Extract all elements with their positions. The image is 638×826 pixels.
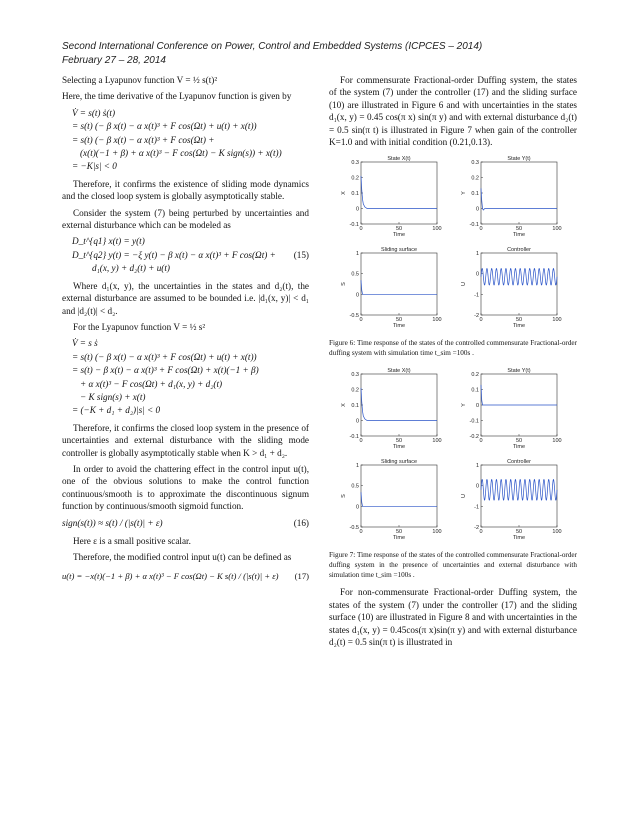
x-tick-label: 0 xyxy=(479,438,483,445)
equation-line: V̇ = s(t) ṡ(t) xyxy=(72,107,116,118)
y-tick-label: 0.1 xyxy=(351,403,359,410)
paragraph: For commensurate Fractional-order Duffing system, the states of the system (7) under the controller (17) and the sliding surface (10) are illustrated in Figure 6 and with uncertainties in the states d₁(x, y) = 0.45 cos(π x) sin(π y) and with external disturbance d₂(t) = 0.5 sin(π t) is illustrated in Figure 7 when gain of the controller K=1.0 and with initial condition (0.21,0.13). xyxy=(329,75,577,148)
y-tick-label: 0.2 xyxy=(471,175,479,182)
y-axis-label: S xyxy=(341,494,347,499)
equation-line: = s(t) − β x(t) − α x(t)³ + F cos(Ωt) + x(t)(−1 + β) xyxy=(72,365,259,376)
y-tick-label: 1 xyxy=(475,251,479,258)
x-tick-label: 50 xyxy=(395,317,403,324)
plot-frame xyxy=(361,465,437,527)
x-tick-label: 50 xyxy=(515,438,523,445)
paragraph: For non-commensurate Fractional-order Duffing system, the states of the system (7) under the controller (17) and the sliding surface (10) are illustrated in Figure 8 and with uncertainties in the states d₁(x, y) = 0.45cos(π x)sin(π y) and with external disturbance d₂(t) = 0.5 sin(π t) is illustrated in xyxy=(329,587,577,648)
paragraph: Therefore, the modified control input u(t) can be defined as xyxy=(73,552,292,563)
y-tick-label: -2 xyxy=(474,525,479,532)
y-tick-label: 0.2 xyxy=(351,175,359,182)
x-tick-label: 100 xyxy=(432,438,442,445)
equation-15-line: D_t^{q1} x(t) = y(t) xyxy=(72,236,145,247)
chart-title: Sliding surface xyxy=(380,247,418,254)
y-tick-label: 0 xyxy=(475,484,479,491)
y-tick-label: 0.2 xyxy=(471,372,479,379)
paragraph: Therefore, it confirms the closed loop system in the presence of uncertainties and external disturbance with the sliding mode controller is globally asymptotically stable when K > d₁ + d₂. xyxy=(62,422,309,458)
y-tick-label: 0 xyxy=(475,403,479,410)
x-tick-label: 0 xyxy=(359,317,363,324)
conference-header xyxy=(62,40,482,68)
y-tick-label: 0 xyxy=(475,206,479,213)
y-tick-label: -0.1 xyxy=(349,222,359,229)
x-axis-label: Time xyxy=(512,232,526,239)
x-tick-label: 0 xyxy=(359,438,363,445)
y-axis-label: U xyxy=(461,494,467,499)
equation-number: (16) xyxy=(293,517,309,528)
figure-7-plots xyxy=(329,364,577,546)
y-tick-label: 0 xyxy=(475,272,479,279)
y-tick-label: 0.3 xyxy=(471,160,479,167)
equation-17: u(t) = −x(t)(−1 + β) + α x(t)³ − F cos(Ωt) − K s(t) / (|s(t)| + ε) xyxy=(62,570,279,581)
y-tick-label: -0.1 xyxy=(349,434,359,441)
paragraph: Therefore, it confirms the existence of sliding mode dynamics and the closed loop system is globally asymptotically stable. xyxy=(62,178,309,202)
y-tick-label: 1 xyxy=(475,463,479,470)
chart-panel xyxy=(341,459,442,541)
y-tick-label: 0 xyxy=(355,418,359,425)
derivative-intro: Here, the time derivative of the Lyapunov function is given by xyxy=(62,91,292,102)
x-axis-label: Time xyxy=(392,232,406,239)
x-tick-label: 0 xyxy=(479,226,483,233)
lyapunov-selection: Selecting a Lyapunov function V = ½ s(t)² xyxy=(62,75,218,85)
x-tick-label: 50 xyxy=(515,529,523,536)
chart-title: State X(t) xyxy=(387,156,411,163)
y-tick-label: 0.1 xyxy=(471,191,479,198)
chart-panel xyxy=(461,368,562,450)
y-axis-label: U xyxy=(461,282,467,287)
y-tick-label: -0.1 xyxy=(469,418,479,425)
x-tick-label: 50 xyxy=(395,438,403,445)
x-tick-label: 50 xyxy=(395,529,403,536)
x-tick-label: 50 xyxy=(395,226,403,233)
equation-number: (15) xyxy=(293,249,309,260)
x-axis-label: Time xyxy=(392,535,406,542)
plot-frame xyxy=(361,374,437,436)
figure-7 xyxy=(329,364,577,546)
y-axis-label: X xyxy=(341,403,347,408)
equation-line: + α x(t)³ − F cos(Ωt) + d₁(x, y) + d₂(t) xyxy=(80,378,223,389)
x-axis-label: Time xyxy=(392,323,406,330)
y-tick-label: -0.5 xyxy=(349,313,359,320)
x-tick-label: 50 xyxy=(515,317,523,324)
y-tick-label: -0.1 xyxy=(469,222,479,229)
chart-panel xyxy=(461,156,562,238)
y-tick-label: -2 xyxy=(474,313,479,320)
paragraph: Consider the system (7) being perturbed by uncertainties and external disturbance which can be modeled as xyxy=(62,207,309,231)
y-axis-label: X xyxy=(341,191,347,196)
conference-date: February 27 – 28, 2014 xyxy=(62,55,166,66)
x-tick-label: 0 xyxy=(359,529,363,536)
chart-panel xyxy=(341,247,442,329)
chart-title: Sliding surface xyxy=(380,459,418,466)
figure-6 xyxy=(329,152,577,334)
figure-7-caption: Figure 7: Time response of the states of the controlled commensurate Fractional-order duffing system in the presence of uncertainties and external disturbance with simulation time t_sim =100s . xyxy=(329,551,577,580)
x-axis-label: Time xyxy=(392,444,406,451)
y-axis-label: Y xyxy=(461,403,467,408)
y-tick-label: 0.3 xyxy=(351,160,359,167)
lyapunov-function: For the Lyapunov function V = ½ s² xyxy=(73,321,206,332)
y-tick-label: 0.3 xyxy=(351,372,359,379)
figure-6-plots xyxy=(329,152,577,334)
x-tick-label: 100 xyxy=(432,529,442,536)
y-tick-label: 0.5 xyxy=(351,484,359,491)
conference-title: Second International Conference on Power, Control and Embedded Systems (ICPCES – 2014) xyxy=(62,41,483,52)
x-tick-label: 100 xyxy=(552,438,562,445)
y-tick-label: 0.2 xyxy=(351,387,359,394)
x-tick-label: 0 xyxy=(359,226,363,233)
chart-panel xyxy=(461,459,562,541)
x-tick-label: 50 xyxy=(515,226,523,233)
x-tick-label: 100 xyxy=(552,226,562,233)
y-tick-label: 0.1 xyxy=(351,191,359,198)
plot-frame xyxy=(361,162,437,224)
x-axis-label: Time xyxy=(512,323,526,330)
chart-panel xyxy=(341,368,442,450)
equation-line: V̇ = s ṡ xyxy=(72,338,98,349)
figure-6-caption: Figure 6: Time response of the states of the controlled commensurate Fractional-order duffing system with simulation time t_sim =100s . xyxy=(329,339,577,358)
equation-line: = −K|s| < 0 xyxy=(72,161,117,172)
y-tick-label: 0.5 xyxy=(351,272,359,279)
y-tick-label: 1 xyxy=(355,463,359,470)
chart-title: State Y(t) xyxy=(507,368,531,375)
y-tick-label: -0.5 xyxy=(349,525,359,532)
equation-15-line: D_t^{q2} y(t) = −ξ y(t) − β x(t) − α x(t)³ + F cos(Ωt) + xyxy=(72,249,276,260)
y-tick-label: 0.1 xyxy=(471,387,479,394)
paragraph: Where d₁(x, y), the uncertainties in the states and d₂(t), the external disturbance are assumed to be bounded i.e. |d₁(x, y)| < d₁ and |d₂(t)| < d₂. xyxy=(62,280,309,316)
y-tick-label: -1 xyxy=(474,292,479,299)
x-tick-label: 0 xyxy=(479,529,483,536)
equation-line: − K sign(s) + x(t) xyxy=(80,391,146,402)
chart-title: State Y(t) xyxy=(507,156,531,163)
x-tick-label: 100 xyxy=(552,529,562,536)
equation-line: = (−K + d₁ + d₂)|s| < 0 xyxy=(72,405,161,416)
equation-15-line: d₁(x, y) + d₂(t) + u(t) xyxy=(92,263,170,274)
x-tick-label: 100 xyxy=(432,226,442,233)
y-tick-label: 0 xyxy=(355,206,359,213)
equation-number: (17) xyxy=(294,570,309,581)
chart-title: Controller xyxy=(507,459,531,466)
paragraph: Here ε is a small positive scalar. xyxy=(73,536,191,546)
y-tick-label: -0.2 xyxy=(469,434,479,441)
y-axis-label: Y xyxy=(461,191,467,196)
chart-panel xyxy=(341,156,442,238)
y-tick-label: 1 xyxy=(355,251,359,258)
x-tick-label: 0 xyxy=(479,317,483,324)
x-axis-label: Time xyxy=(512,444,526,451)
y-tick-label: 0 xyxy=(355,292,359,299)
equation-line: = s(t) (− β x(t) − α x(t)³ + F cos(Ωt) + u(t) + x(t)) xyxy=(72,351,257,362)
chart-title: Controller xyxy=(507,247,531,254)
left-column xyxy=(62,74,309,582)
equation-line: (x(t)(−1 + β) + α x(t)³ − F cos(Ωt) − K sign(s)) + x(t)) xyxy=(80,148,282,159)
x-tick-label: 100 xyxy=(432,317,442,324)
plot-frame xyxy=(481,162,557,224)
equation-16: sign(s(t)) ≈ s(t) / (|s(t)| + ε) xyxy=(62,517,163,528)
y-tick-label: 0 xyxy=(355,504,359,511)
equation-line: = s(t) (− β x(t) − α x(t)³ + F cos(Ωt) + xyxy=(72,134,215,145)
right-column xyxy=(329,74,577,652)
paragraph: In order to avoid the chattering effect in the control input u(t), one of the obvious solutions to make the control function continuous/smooth is to approximate the discontinuous signum function by continuous/smooth sigmoid function. xyxy=(62,463,309,512)
equation-line: = s(t) (− β x(t) − α x(t)³ + F cos(Ωt) + u(t) + x(t)) xyxy=(72,121,257,132)
x-axis-label: Time xyxy=(512,535,526,542)
chart-panel xyxy=(461,247,562,329)
y-tick-label: -1 xyxy=(474,504,479,511)
plot-frame xyxy=(361,253,437,315)
x-tick-label: 100 xyxy=(552,317,562,324)
y-axis-label: S xyxy=(341,282,347,287)
chart-title: State X(t) xyxy=(387,368,411,375)
